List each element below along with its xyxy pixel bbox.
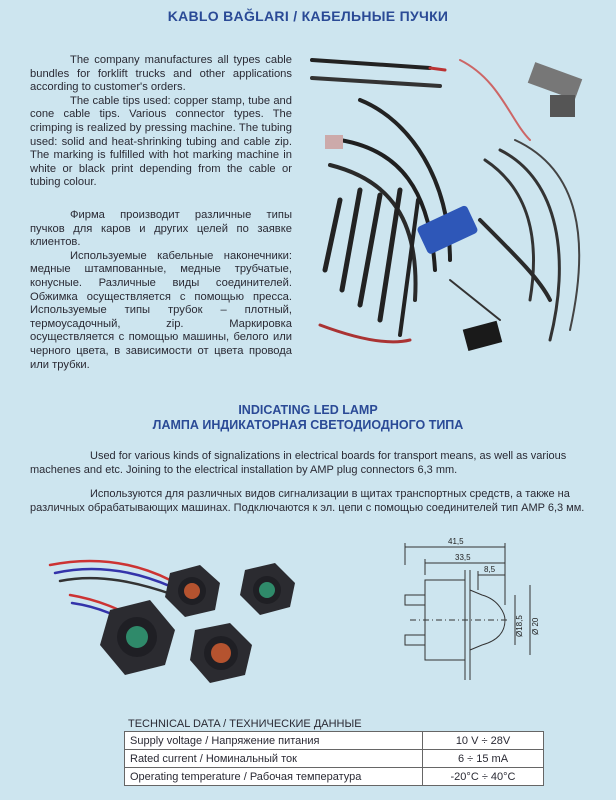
table-row <box>125 732 544 750</box>
led-lamp-red-1 <box>165 565 220 617</box>
tech-value: -20°C ÷ 40°C <box>423 768 544 786</box>
table-row <box>125 750 544 768</box>
dim-total: 41,5 <box>448 537 464 546</box>
dim-body: 33,5 <box>455 553 471 562</box>
tech-label: Operating temperature / Рабочая температура <box>125 768 423 786</box>
cable-text-en <box>30 54 292 190</box>
led-title-en: INDICATING LED LAMP <box>238 403 378 417</box>
led-desc-ru: Используются для различных видов сигнализации в щитах транспортных средств, а также на различных обрабатывающих машинах. Подключаются к эл. цепи с помощью соединителей тип AMP 6,3 мм. <box>30 488 585 514</box>
led-lamp-technical-drawing <box>370 535 570 705</box>
tech-heading: TECHNICAL DATA / ТЕХНИЧЕСКИЕ ДАННЫЕ <box>128 718 362 730</box>
page-title: KABLO BAĞLARI / КАБЕЛЬНЫЕ ПУЧКИ <box>167 8 449 24</box>
tech-label: Supply voltage / Напряжение питания <box>125 732 423 750</box>
led-lamp-green-2 <box>100 600 175 675</box>
led-lamps-photo <box>40 535 340 705</box>
cable-para-ru-2: Используемые кабельные наконечники: медные штампованные, медные трубчатые, конусные. Различные виды соединителей. Обжимка осуществляется с помощью пресса. Используемые типы трубок – плотный, термоусадочный, zip. Маркировка осуществляется с помощью машины, белого или черного цвета, в зависимости от цвета провода или трубки. <box>30 249 292 371</box>
dim-inner-dia: Ø18,5 <box>515 615 524 637</box>
tech-table <box>124 731 544 786</box>
tech-value: 6 ÷ 15 mA <box>423 750 544 768</box>
tech-value: 10 V ÷ 28V <box>423 732 544 750</box>
led-desc-en: Used for various kinds of signalizations in electrical boards for transport means, as well as various machenes and etc. Joining to the electrical installation by AMP plug connectors 6,3 mm. <box>30 450 567 476</box>
dim-outer-dia: Ø 20 <box>531 617 540 635</box>
tech-label: Rated current / Номинальный ток <box>125 750 423 768</box>
cable-para-en-2: The cable tips used: copper stamp, tube and cone cable tips. Various connector types. The crimping is realized by pressing machine. The tubing used: solid and heat-shrinking tubing and cable zip. The marking is fulfilled with hot marking machine in white or black print depending from the cable or tubing colour. <box>30 94 292 189</box>
cable-para-en-1: The company manufactures all types cable bundles for forklift trucks and other applications according to customer's orders. <box>30 54 292 94</box>
cable-para-ru-1: Фирма производит различные типы пучков для каров и других целей по заявке клиентов. <box>30 209 292 249</box>
led-lamp-red-2 <box>190 623 252 683</box>
led-lamp-green-1 <box>240 563 295 615</box>
led-title-ru: ЛАМПА ИНДИКАТОРНАЯ СВЕТОДИОДНОГО ТИПА <box>152 418 464 432</box>
cable-text-ru <box>30 209 292 372</box>
dim-head: 8,5 <box>484 565 496 574</box>
table-row <box>125 768 544 786</box>
cable-bundles-photo <box>300 40 610 370</box>
